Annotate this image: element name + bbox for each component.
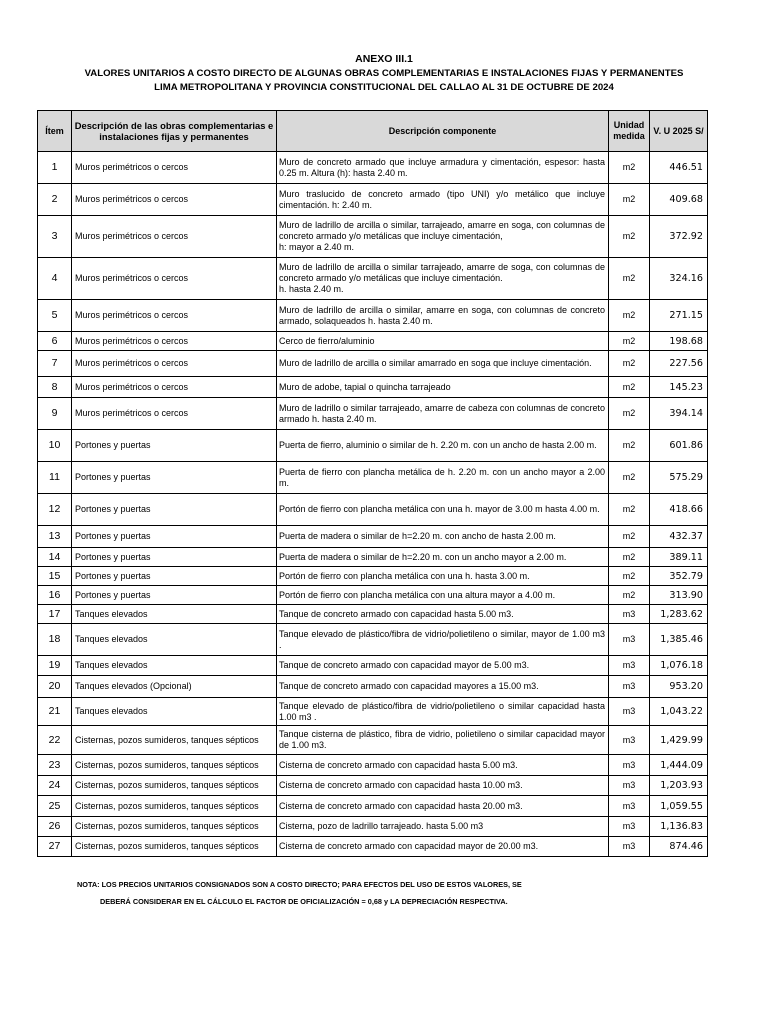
row-component: Muro de ladrillo de arcilla o similar tarrajeado, amarre de soga, con columnas de concreto armado y/o metálicas que incluye cimentación. h. hasta 2.40 m.	[277, 258, 609, 300]
table-row	[38, 526, 708, 548]
row-unit: m2	[609, 567, 650, 586]
row-item-number: 5	[38, 300, 72, 332]
row-component: Tanque de concreto armado con capacidad mayores a 15.00 m3.	[277, 676, 609, 698]
row-item-number: 22	[38, 726, 72, 755]
row-item-number: 19	[38, 656, 72, 676]
row-item-number: 6	[38, 332, 72, 351]
row-unit: m2	[609, 300, 650, 332]
row-description: Portones y puertas	[72, 586, 277, 605]
col-header-component: Descripción componente	[277, 111, 609, 152]
row-component: Muro traslucido de concreto armado (tipo UNI) y/o metálico que incluye cimentación. h: 2.40 m.	[277, 184, 609, 216]
row-component: Muro de ladrillo o similar tarrajeado, amarre de cabeza con columnas de concreto armado h. hasta 2.40 m.	[277, 398, 609, 430]
annex-title: ANEXO III.1	[355, 53, 413, 65]
table-row	[38, 300, 708, 332]
row-description: Cisternas, pozos sumideros, tanques sépticos	[72, 837, 277, 857]
row-component: Muro de ladrillo de arcilla o similar, amarre en soga, con columnas de concreto armado, solaqueados h. hasta 2.40 m.	[277, 300, 609, 332]
col-header-unit: Unidad medida	[609, 111, 650, 152]
row-unit: m2	[609, 526, 650, 548]
row-value: 1,043.22	[650, 698, 708, 726]
row-value: 145.23	[650, 377, 708, 398]
table-row	[38, 430, 708, 462]
col-header-value: V. U 2025 S/	[650, 111, 708, 152]
row-component: Muro de ladrillo de arcilla o similar, tarrajeado, amarre en soga, con columnas de concreto armado y/o metálicas que incluye cimentación, h: mayor a 2.40 m.	[277, 216, 609, 258]
table-row	[38, 656, 708, 676]
row-description: Muros perimétricos o cercos	[72, 377, 277, 398]
row-description: Muros perimétricos o cercos	[72, 351, 277, 377]
row-component: Cerco de fierro/aluminio	[277, 332, 609, 351]
row-description: Tanques elevados (Opcional)	[72, 676, 277, 698]
row-component: Muro de adobe, tapial o quincha tarrajeado	[277, 377, 609, 398]
row-description: Portones y puertas	[72, 548, 277, 567]
row-item-number: 11	[38, 462, 72, 494]
annex-subtitle-2: LIMA METROPOLITANA Y PROVINCIA CONSTITUCIONAL DEL CALLAO AL 31 DE OCTUBRE DE 2024	[154, 82, 614, 93]
row-item-number: 10	[38, 430, 72, 462]
table-row	[38, 351, 708, 377]
note-line-2: DEBERÁ CONSIDERAR EN EL CÁLCULO EL FACTOR DE OFICIALIZACIÓN = 0,68 y LA DEPRECIACIÓN RESPECTIVA.	[100, 897, 508, 906]
table-row	[38, 216, 708, 258]
row-item-number: 7	[38, 351, 72, 377]
row-item-number: 20	[38, 676, 72, 698]
row-value: 1,136.83	[650, 817, 708, 837]
row-description: Muros perimétricos o cercos	[72, 332, 277, 351]
row-value: 271.15	[650, 300, 708, 332]
row-item-number: 16	[38, 586, 72, 605]
row-description: Portones y puertas	[72, 526, 277, 548]
row-unit: m3	[609, 755, 650, 776]
row-unit: m2	[609, 152, 650, 184]
table-row	[38, 837, 708, 857]
row-unit: m3	[609, 776, 650, 796]
row-description: Muros perimétricos o cercos	[72, 258, 277, 300]
row-value: 227.56	[650, 351, 708, 377]
table-row	[38, 676, 708, 698]
row-component: Cisterna de concreto armado con capacidad hasta 20.00 m3.	[277, 796, 609, 817]
row-component: Portón de fierro con plancha metálica con una h. hasta 3.00 m.	[277, 567, 609, 586]
table-row	[38, 258, 708, 300]
row-component: Tanque elevado de plástico/fibra de vidrio/polietileno o similar, mayor de 1.00 m3 .	[277, 624, 609, 656]
row-value: 418.66	[650, 494, 708, 526]
row-item-number: 1	[38, 152, 72, 184]
row-value: 1,059.55	[650, 796, 708, 817]
row-value: 409.68	[650, 184, 708, 216]
row-description: Cisternas, pozos sumideros, tanques sépticos	[72, 796, 277, 817]
row-description: Cisternas, pozos sumideros, tanques sépticos	[72, 776, 277, 796]
table-row	[38, 796, 708, 817]
row-unit: m2	[609, 184, 650, 216]
table-row	[38, 776, 708, 796]
row-value: 953.20	[650, 676, 708, 698]
row-description: Muros perimétricos o cercos	[72, 300, 277, 332]
row-item-number: 17	[38, 605, 72, 624]
row-item-number: 14	[38, 548, 72, 567]
row-description: Portones y puertas	[72, 430, 277, 462]
row-unit: m3	[609, 676, 650, 698]
row-unit: m3	[609, 837, 650, 857]
row-description: Muros perimétricos o cercos	[72, 184, 277, 216]
row-value: 575.29	[650, 462, 708, 494]
row-item-number: 4	[38, 258, 72, 300]
row-value: 1,203.93	[650, 776, 708, 796]
row-component: Tanque cisterna de plástico, fibra de vidrio, polietileno o similar capacidad mayor de 1.00 m3.	[277, 726, 609, 755]
row-value: 1,444.09	[650, 755, 708, 776]
row-item-number: 24	[38, 776, 72, 796]
row-unit: m2	[609, 586, 650, 605]
row-component: Cisterna, pozo de ladrillo tarrajeado. hasta 5.00 m3	[277, 817, 609, 837]
row-item-number: 25	[38, 796, 72, 817]
row-component: Portón de fierro con plancha metálica con una altura mayor a 4.00 m.	[277, 586, 609, 605]
row-unit: m2	[609, 377, 650, 398]
row-unit: m3	[609, 698, 650, 726]
row-unit: m3	[609, 656, 650, 676]
row-value: 1,429.99	[650, 726, 708, 755]
row-item-number: 18	[38, 624, 72, 656]
row-value: 432.37	[650, 526, 708, 548]
row-item-number: 21	[38, 698, 72, 726]
row-component: Tanque elevado de plástico/fibra de vidrio/polietileno o similar capacidad hasta 1.00 m3 .	[277, 698, 609, 726]
row-value: 1,283.62	[650, 605, 708, 624]
row-description: Tanques elevados	[72, 656, 277, 676]
row-unit: m2	[609, 351, 650, 377]
row-unit: m3	[609, 605, 650, 624]
row-description: Tanques elevados	[72, 624, 277, 656]
table-row	[38, 332, 708, 351]
row-component: Puerta de fierro con plancha metálica de h. 2.20 m. con un ancho mayor a 2.00 m.	[277, 462, 609, 494]
row-unit: m2	[609, 430, 650, 462]
row-unit: m2	[609, 548, 650, 567]
row-item-number: 27	[38, 837, 72, 857]
col-header-item: Ítem	[38, 111, 72, 152]
row-unit: m2	[609, 332, 650, 351]
row-description: Portones y puertas	[72, 462, 277, 494]
table-row	[38, 726, 708, 755]
row-description: Muros perimétricos o cercos	[72, 152, 277, 184]
row-unit: m3	[609, 796, 650, 817]
row-value: 601.86	[650, 430, 708, 462]
table-row	[38, 184, 708, 216]
table-row	[38, 624, 708, 656]
row-value: 389.11	[650, 548, 708, 567]
table-row	[38, 398, 708, 430]
row-description: Cisternas, pozos sumideros, tanques sépticos	[72, 726, 277, 755]
row-unit: m3	[609, 624, 650, 656]
table-row	[38, 548, 708, 567]
row-unit: m3	[609, 817, 650, 837]
row-component: Puerta de fierro, aluminio o similar de h. 2.20 m. con un ancho de hasta 2.00 m.	[277, 430, 609, 462]
row-component: Tanque de concreto armado con capacidad hasta 5.00 m3.	[277, 605, 609, 624]
row-item-number: 15	[38, 567, 72, 586]
row-value: 874.46	[650, 837, 708, 857]
note-line-1: NOTA: LOS PRECIOS UNITARIOS CONSIGNADOS SON A COSTO DIRECTO; PARA EFECTOS DEL USO DE ESTOS VALORES, SE	[77, 880, 522, 889]
row-unit: m2	[609, 216, 650, 258]
row-description: Tanques elevados	[72, 698, 277, 726]
col-header-description: Descripción de las obras complementarias e instalaciones fijas y permanentes	[72, 111, 277, 152]
table-row	[38, 567, 708, 586]
annex-subtitle-1: VALORES UNITARIOS A COSTO DIRECTO DE ALGUNAS OBRAS COMPLEMENTARIAS E INSTALACIONES FIJAS Y PERMANENTES	[84, 68, 684, 79]
row-value: 352.79	[650, 567, 708, 586]
row-value: 198.68	[650, 332, 708, 351]
table-row	[38, 586, 708, 605]
row-unit: m2	[609, 494, 650, 526]
row-item-number: 2	[38, 184, 72, 216]
row-item-number: 13	[38, 526, 72, 548]
row-component: Cisterna de concreto armado con capacidad hasta 5.00 m3.	[277, 755, 609, 776]
row-description: Cisternas, pozos sumideros, tanques sépticos	[72, 817, 277, 837]
row-unit: m3	[609, 726, 650, 755]
row-component: Muro de concreto armado que incluye armadura y cimentación, espesor: hasta 0.25 m. Altura (h): hasta 2.40 m.	[277, 152, 609, 184]
row-unit: m2	[609, 258, 650, 300]
row-description: Portones y puertas	[72, 567, 277, 586]
unit-values-table	[37, 110, 708, 857]
row-value: 394.14	[650, 398, 708, 430]
row-component: Muro de ladrillo de arcilla o similar amarrado en soga que incluye cimentación.	[277, 351, 609, 377]
row-component: Tanque de concreto armado con capacidad mayor de 5.00 m3.	[277, 656, 609, 676]
row-value: 372.92	[650, 216, 708, 258]
row-value: 1,076.18	[650, 656, 708, 676]
row-component: Portón de fierro con plancha metálica con una h. mayor de 3.00 m hasta 4.00 m.	[277, 494, 609, 526]
table-row	[38, 152, 708, 184]
row-component: Cisterna de concreto armado con capacidad hasta 10.00 m3.	[277, 776, 609, 796]
row-item-number: 3	[38, 216, 72, 258]
row-component: Puerta de madera o similar de h=2.20 m. con ancho de hasta 2.00 m.	[277, 526, 609, 548]
row-value: 446.51	[650, 152, 708, 184]
row-description: Portones y puertas	[72, 494, 277, 526]
table-row	[38, 462, 708, 494]
row-component: Puerta de madera o similar de h=2.20 m. con un ancho mayor a 2.00 m.	[277, 548, 609, 567]
row-description: Muros perimétricos o cercos	[72, 398, 277, 430]
table-row	[38, 755, 708, 776]
table-header-row	[38, 111, 708, 152]
row-value: 313.90	[650, 586, 708, 605]
row-item-number: 26	[38, 817, 72, 837]
table-row	[38, 698, 708, 726]
table-row	[38, 817, 708, 837]
row-value: 324.16	[650, 258, 708, 300]
row-item-number: 23	[38, 755, 72, 776]
row-item-number: 8	[38, 377, 72, 398]
row-component: Cisterna de concreto armado con capacidad mayor de 20.00 m3.	[277, 837, 609, 857]
row-unit: m2	[609, 462, 650, 494]
table-row	[38, 377, 708, 398]
row-item-number: 12	[38, 494, 72, 526]
row-description: Cisternas, pozos sumideros, tanques sépticos	[72, 755, 277, 776]
row-description: Tanques elevados	[72, 605, 277, 624]
row-value: 1,385.46	[650, 624, 708, 656]
table-row	[38, 494, 708, 526]
row-description: Muros perimétricos o cercos	[72, 216, 277, 258]
table-row	[38, 605, 708, 624]
row-item-number: 9	[38, 398, 72, 430]
row-unit: m2	[609, 398, 650, 430]
